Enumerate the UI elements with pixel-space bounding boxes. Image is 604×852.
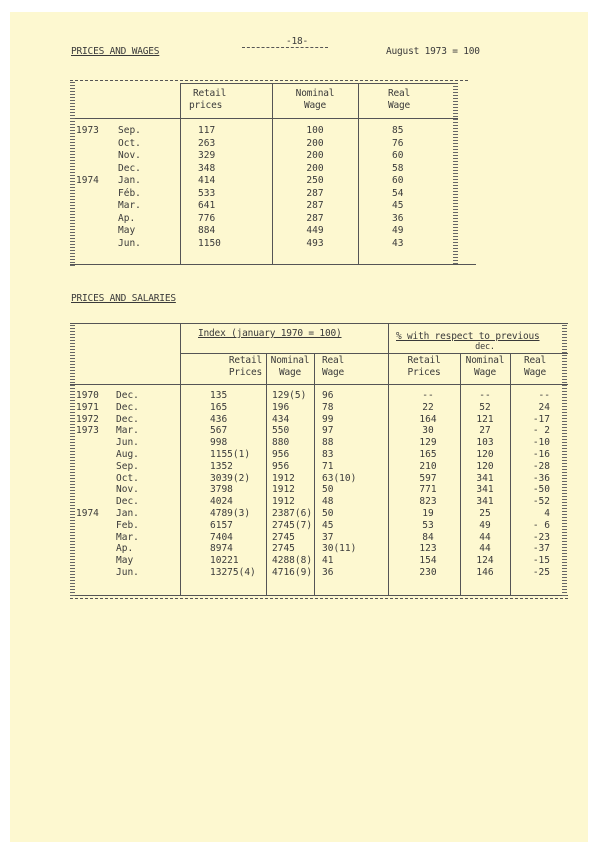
table2-col-year: 1970 1971 1972 1973 1974 [76, 390, 99, 519]
table1-bottom-line [70, 264, 476, 265]
document-page [10, 12, 588, 842]
table2-divider-3 [314, 353, 315, 595]
table2-group-index: Index (january 1970 = 100) [198, 328, 342, 339]
table2-top-line [70, 323, 568, 324]
table2-col-retail2: -- 22 164 30 129 165 210 597 771 823 19 53 84 123 154 230 [419, 390, 437, 578]
table1-col-year: 1973 1974 [76, 125, 99, 186]
table1-header-retail: Retail prices [189, 88, 227, 111]
table2-header-retail2: Retail Prices [407, 355, 441, 378]
table1-header-real: Real Wage [388, 88, 411, 111]
page-number: -18- [286, 36, 309, 47]
table2-header-real2: Real Wage [523, 355, 547, 378]
table1-col-real: 85 76 60 58 60 54 45 36 49 43 [392, 125, 404, 249]
table1-header-top-line [180, 83, 458, 84]
page-number-rule [242, 47, 328, 48]
table2-bottom-line [70, 595, 568, 596]
table1-col-nominal: 100 200 200 200 250 287 287 287 449 493 [306, 125, 324, 249]
table2-col-real2: -- 24 -17 - 2 -10 -16 -28 -36 -50 -52 4 - 6 -23 -37 -15 -25 [532, 390, 550, 578]
table2-header-bottom-line [70, 384, 568, 385]
table2-header-retail: Retail Prices [228, 355, 262, 378]
table1-col-month: Sep. Oct. Nov. Dec. Jan. Féb. Mar. Ap. May Jun. [118, 125, 141, 249]
table2-col-retail: 135 165 436 567 998 1155(1) 1352 3039(2) 3798 4024 4789(3) 6157 7404 8974 10221 13275(4) [210, 390, 256, 578]
table2-group-percent-dec: dec. [475, 342, 495, 352]
table2-bottom-rule [70, 598, 568, 599]
table2-col-nominal2: -- 52 121 27 103 120 120 341 341 341 25 49 44 44 124 146 [476, 390, 494, 578]
table1-header-nominal: Nominal Wage [295, 88, 335, 111]
table2-col-real: 96 78 99 97 88 83 71 63(10) 50 48 50 45 37 30(11) 41 36 [322, 390, 357, 578]
table2-group-percent: % with respect to previous [396, 331, 540, 342]
table2-left-edge [70, 325, 75, 597]
table1-title: PRICES AND WAGES [71, 46, 160, 57]
table1-col-retail: 117 263 329 348 414 533 641 776 884 1150 [198, 125, 221, 249]
table2-right-edge [562, 325, 567, 597]
table2-header-nominal2: Nominal Wage [465, 355, 505, 378]
table1-top-rule [70, 80, 468, 81]
table1-divider-1 [180, 83, 181, 264]
table2-title: PRICES AND SALARIES [71, 293, 176, 304]
table1-header-bottom-line [70, 118, 458, 119]
table1-left-edge [70, 82, 75, 266]
table2-header-real: Real Wage [322, 355, 345, 378]
base-note: August 1973 = 100 [386, 46, 480, 57]
table1-divider-3 [358, 83, 359, 264]
table1-right-edge [453, 86, 458, 266]
table2-header-nominal: Nominal Wage [270, 355, 310, 378]
table2-col-month: Dec. Dec. Dec. Mar. Jun. Aug. Sep. Oct. Nov. Dec. Jan. Feb. Mar. Ap. May Jun. [116, 390, 139, 578]
table2-col-nominal: 129(5) 196 434 550 880 956 956 1912 1912 1912 2387(6) 2745(7) 2745 2745 4288(8) 4716(9) [272, 390, 313, 578]
table2-divider-2 [266, 353, 267, 595]
